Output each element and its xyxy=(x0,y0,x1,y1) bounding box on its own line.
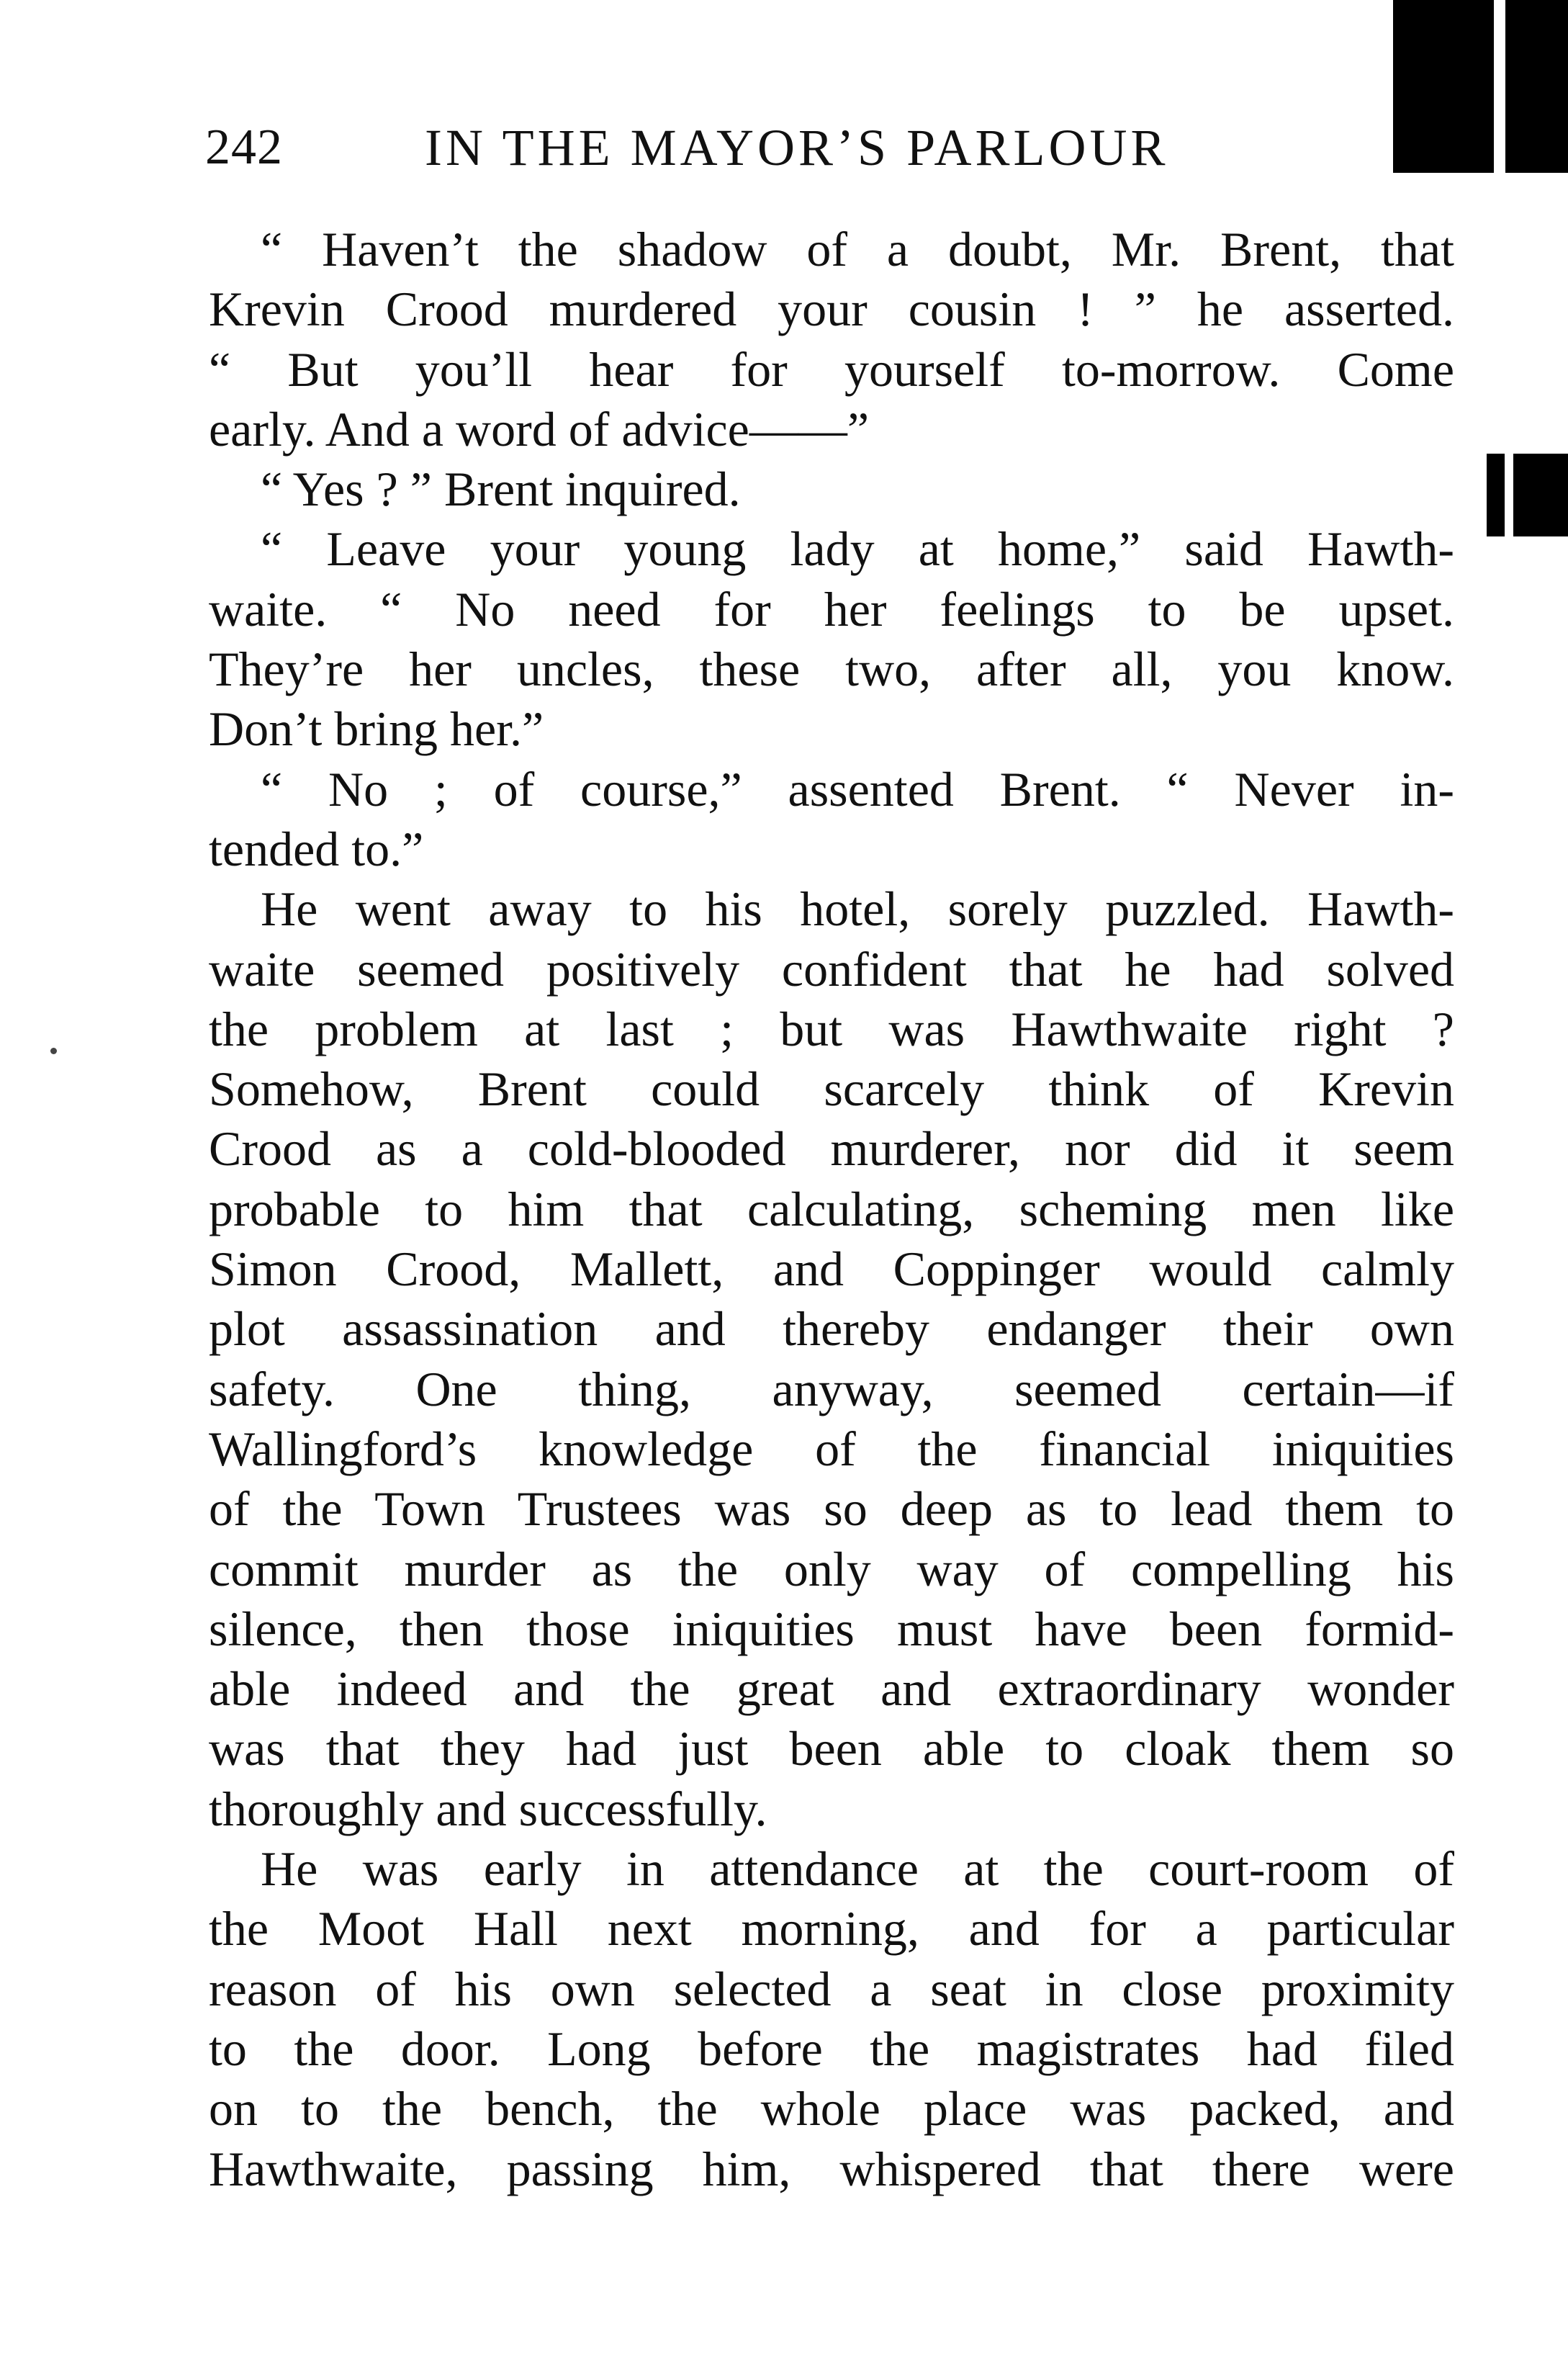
text-line: silence, then those iniquities must have been formid- xyxy=(209,1601,1454,1656)
page-number: 242 xyxy=(205,120,283,175)
text-line: They’re her uncles, these two, after all, you know. xyxy=(209,642,1454,697)
text-line: waite seemed positively confident that he had solved xyxy=(209,941,1454,997)
text-line: Krevin Crood murdered your cousin ! ” he asserted. xyxy=(209,282,1454,337)
text-line: thoroughly and successfully. xyxy=(209,1781,767,1836)
text-line: He went away to his hotel, sorely puzzled. Hawth- xyxy=(261,881,1454,937)
body-text xyxy=(209,220,1454,2199)
text-line: tended to.” xyxy=(209,821,424,876)
text-line: “ No ; of course,” assented Brent. “ Never in- xyxy=(261,761,1454,817)
text-line: “ Haven’t the shadow of a doubt, Mr. Brent, that xyxy=(261,222,1454,277)
text-line: the problem at last ; but was Hawthwaite right ? xyxy=(209,1001,1454,1056)
running-head xyxy=(205,108,1465,187)
text-line: the Moot Hall next morning, and for a particular xyxy=(209,1901,1454,1957)
text-line: Somehow, Brent could scarcely think of Krevin xyxy=(209,1061,1454,1117)
scan-edge-gap-top xyxy=(1494,0,1505,180)
running-title: IN THE MAYOR’S PARLOUR xyxy=(425,118,1169,176)
text-line: Don’t bring her.” xyxy=(209,701,544,757)
text-line: “ But you’ll hear for yourself to-morrow. Come xyxy=(209,341,1454,397)
text-line: on to the bench, the whole place was packed, and xyxy=(209,2081,1454,2137)
text-line: probable to him that calculating, scheming men like xyxy=(209,1181,1454,1236)
text-line: safety. One thing, anyway, seemed certain—if xyxy=(209,1361,1454,1416)
stray-ink-dot xyxy=(50,1048,57,1054)
text-line: of the Town Trustees was so deep as to lead them to xyxy=(209,1481,1454,1537)
text-line: to the door. Long before the magistrates had filed xyxy=(209,2021,1454,2076)
text-line: Simon Crood, Mallett, and Coppinger would calmly xyxy=(209,1241,1454,1297)
text-line: Hawthwaite, passing him, whispered that there were xyxy=(209,2141,1454,2196)
text-line: “ Yes ? ” Brent inquired. xyxy=(261,462,741,517)
text-line: plot assassination and thereby endanger their own xyxy=(209,1301,1454,1357)
text-line: Wallingford’s knowledge of the financial iniquities xyxy=(209,1421,1454,1476)
scan-edge-gap-middle xyxy=(1505,454,1513,536)
text-line: He was early in attendance at the court-room of xyxy=(261,1841,1454,1897)
text-line: able indeed and the great and extraordinary wonder xyxy=(209,1661,1454,1717)
text-line: reason of his own selected a seat in close proximity xyxy=(209,1961,1454,2016)
text-line: Crood as a cold-blooded murderer, nor did it seem xyxy=(209,1121,1454,1177)
text-line: early. And a word of advice——” xyxy=(209,401,870,457)
text-line: commit murder as the only way of compelling his xyxy=(209,1541,1454,1596)
text-line: was that they had just been able to cloak them so xyxy=(209,1721,1454,1776)
scan-edge-mark-middle xyxy=(1487,454,1568,536)
text-line: “ Leave your young lady at home,” said Hawth- xyxy=(261,521,1454,577)
text-line: waite. “ No need for her feelings to be upset. xyxy=(209,581,1454,637)
